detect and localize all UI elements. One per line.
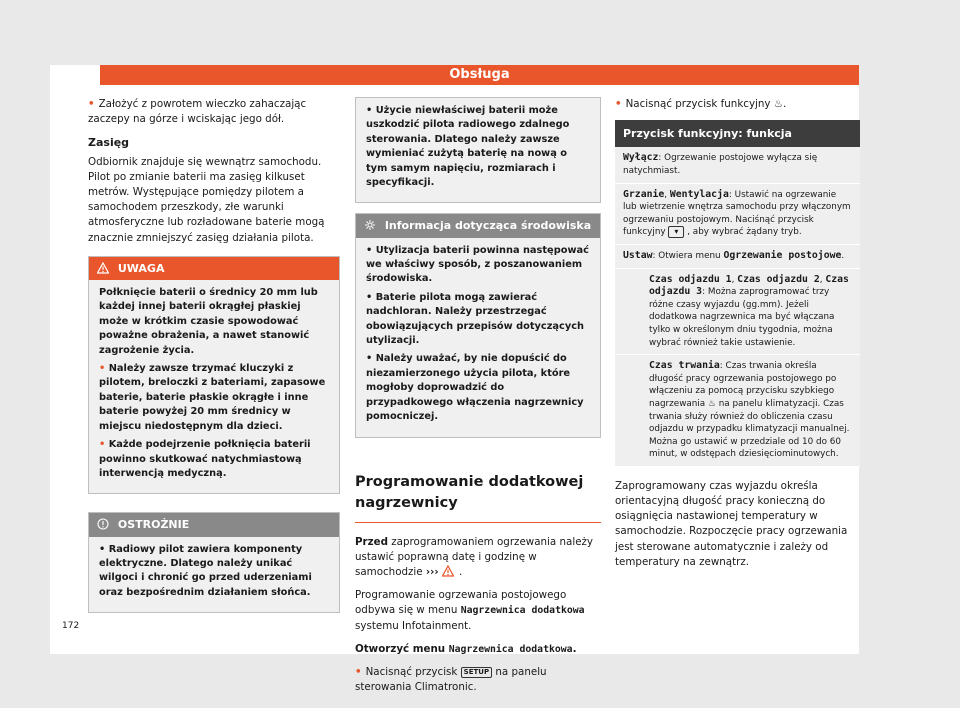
range-heading: Zasięg: [88, 136, 130, 150]
menu-name: Nagrzewnica dodatkowa: [448, 643, 573, 655]
paragraph: Programowanie ogrzewania postojowego odbywa się w menu Nagrzewnica dodatkowa systemu Infotainment.: [355, 589, 585, 632]
list-item: • Użycie niewłaściwej baterii może uszkodzić pilota radiowego zdalnego sterowania. Dlatego należy zawsze wymieniać zużytą baterię na nową o tym samym napięciu, rozmiarach i specyfikacji.: [366, 105, 570, 189]
warning-box: [88, 256, 340, 494]
table-header: Przycisk funkcyjny: funkcja: [615, 120, 860, 147]
section-title: Programowanie dodatkowej nagrzewnicy: [355, 466, 601, 523]
caution-box: [88, 512, 340, 613]
bullet-icon: •: [99, 363, 109, 375]
list-item: • Należy zawsze trzymać kluczyki z pilotem, breloczki z bateriami, zapasowe baterie, baterie płaskie okrągłe i inne baterie powyżej 20 mm średnicy w miejscu niedostępnym dla dzieci.: [99, 363, 326, 432]
warning-title: UWAGA: [117, 261, 165, 275]
heater-key-icon: ♨: [708, 398, 716, 409]
caution-title: OSTROŻNIE: [117, 518, 190, 532]
menu-name: Nagrzewnica dodatkowa: [460, 605, 585, 617]
bullet-icon: •: [615, 98, 622, 110]
environment-header: [356, 214, 600, 237]
list-item: • Utylizacja baterii powinna następować we właściwy sposób, z poszanowaniem środowiska.: [366, 244, 589, 285]
page-header: Obsługa: [100, 65, 859, 85]
environment-box: [355, 213, 601, 437]
warning-ref-icon[interactable]: [442, 565, 454, 577]
table-row: Ustaw: Otwiera menu Ogrzewanie postojowe.: [615, 245, 860, 269]
column-3: [615, 97, 860, 578]
warning-text: Połknięcie baterii o średnicy 20 mm lub każdej innej baterii okrągłej płaskiej może w krótkim czasie spowodować poważne obrażenia, a nawet stanowić zagrożenie życia.: [99, 287, 318, 356]
column-1: [88, 97, 340, 613]
bullet-icon: •: [366, 105, 376, 116]
range-paragraph: Odbiornik znajduje się wewnątrz samochodu. Pilot po zmianie baterii ma zasięg kilkuset metrów. Występujące pomiędzy pilotem a samochodem przeszkody, złe warunki atmosferyczne lub rozładowane baterie mogą znacznie zmniejszyć zasięg działania pilota.: [88, 155, 325, 244]
dropdown-key-icon: ▾: [668, 226, 684, 238]
bullet-icon: •: [99, 543, 109, 555]
warning-icon: [97, 262, 109, 274]
function-table: [615, 120, 860, 467]
column-2: [355, 97, 601, 703]
info-circle-icon: [97, 518, 109, 530]
table-row: Wyłącz: Ogrzewanie postojowe wyłącza się natychmiast.: [615, 147, 860, 183]
bullet-icon: •: [355, 665, 362, 678]
battery-note-body: [356, 98, 600, 202]
bullet-icon: •: [88, 98, 95, 110]
list-item: • Każde podejrzenie połknięcia baterii powinno skutkować natychmiastową interwencją medyczną.: [99, 439, 311, 479]
bullet-icon: •: [99, 439, 109, 451]
environment-body: [356, 238, 600, 437]
list-item: • Założyć z powrotem wieczko zahaczając zaczepy na górze i wciskając jego dół.: [88, 98, 307, 126]
bullet-icon: •: [366, 353, 376, 365]
list-item: • Należy uważać, by nie dopuścić do niezamierzonego użycia pilota, które mogłoby doprowadzić do przypadkowego włączenia nagrzewnicy pomocniczej.: [366, 353, 584, 423]
bullet-icon: •: [366, 244, 376, 256]
battery-note-box: [355, 97, 601, 203]
page-number: 172: [62, 621, 80, 631]
setup-key-icon: SETUP: [461, 667, 492, 678]
warning-header: [89, 257, 339, 280]
caution-header: [89, 513, 339, 536]
warning-body: [89, 280, 339, 493]
table-row: Grzanie, Wentylacja: Ustawić na ogrzewanie lub wietrzenie wnętrza samochodu przy włączonym ogrzewaniu postojowym. Naciśnąć przycisk funkcyjny ▾ , aby wybrać żądany tryb.: [615, 184, 860, 245]
list-item: • Nacisnąć przycisk funkcyjny ♨.: [615, 98, 787, 110]
list-item: • Nacisnąć przycisk SETUP na panelu sterowania Climatronic.: [355, 665, 547, 694]
table-row: Czas odjazdu 1, Czas odjazdu 2, Czas odjazdu 3: Można zaprogramować trzy różne czasy wyjazdu (gg.mm). Jeżeli dodatkowa nagrzewnica ma być włączana tylko w określonym dniu tygodnia, można wybrać również takie ustawienie.: [615, 269, 860, 356]
heater-key-icon: ♨: [773, 98, 784, 110]
bullet-icon: •: [366, 291, 376, 303]
caution-body: [89, 537, 339, 613]
reference-marker[interactable]: ›››: [425, 565, 439, 578]
environment-icon: [364, 219, 376, 231]
environment-title: Informacja dotycząca środowiska: [384, 219, 592, 233]
list-item: • Radiowy pilot zawiera komponenty elektryczne. Dlatego należy unikać wilgoci i chronić go przed uderzeniami oraz bezpośrednim działaniem słońca.: [99, 543, 312, 598]
paragraph: Zaprogramowany czas wyjazdu określa orientacyjną długość pracy konieczną do osiągnięcia nastawionej temperatury w samochodzie. Rozpoczęcie pracy ogrzewania jest sterowane automatycznie i zależy od temperatury na zewnątrz.: [615, 479, 848, 568]
list-item: • Baterie pilota mogą zawierać nadchloran. Należy przestrzegać obowiązujących przepisów dotyczących utylizacji.: [366, 291, 585, 347]
table-row: Czas trwania: Czas trwania określa długość pracy ogrzewania postojowego po włączeniu za pomocą przycisku szybkiego nagrzewania ♨ na panelu klimatyzacji. Czas trwania służy również do obliczenia czasu odjazdu w przypadku klimatyzacji manualnej. Można go ustawić w przedziale od 10 do 60 minut, w odstępach dziesięciominutowych.: [615, 355, 860, 467]
paragraph: Otworzyć menu Nagrzewnica dodatkowa.: [355, 642, 577, 655]
paragraph: Przed zaprogramowaniem ogrzewania należy ustawić poprawną datę i godzinę w samochodzie ››› .: [355, 535, 594, 578]
